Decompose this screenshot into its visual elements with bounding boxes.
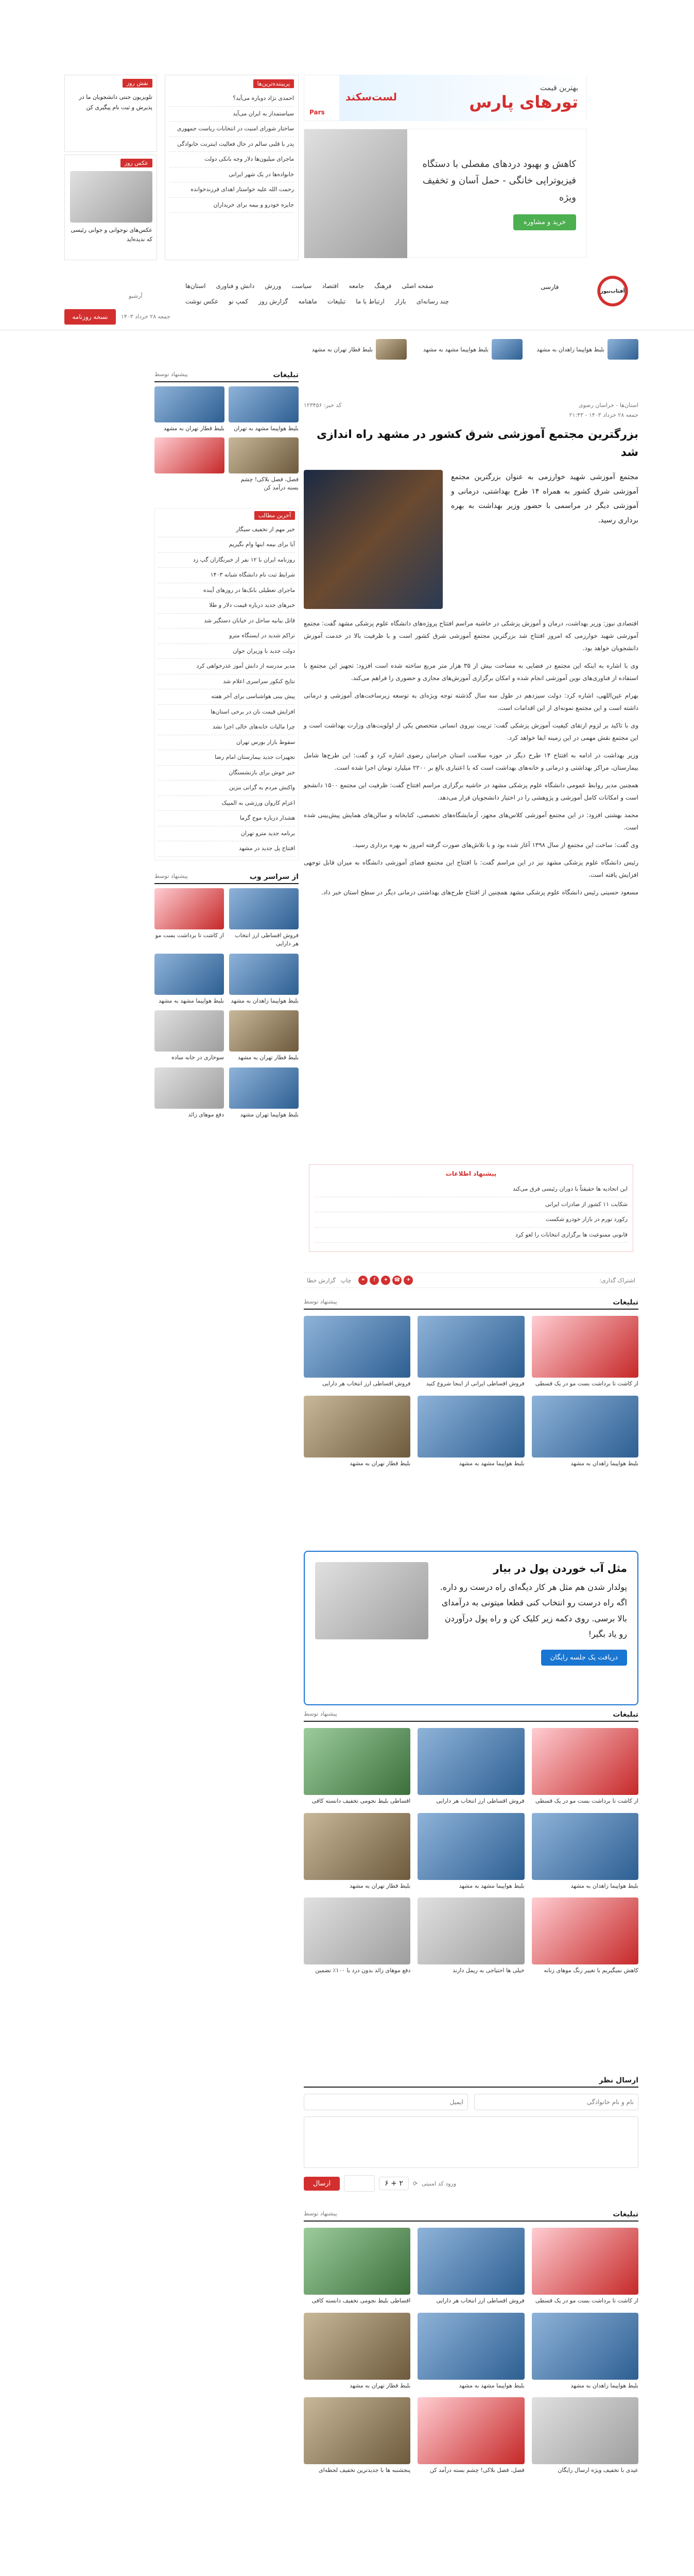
menu-item[interactable]: استان‌ها bbox=[185, 282, 206, 290]
menu-item[interactable]: گزارش روز bbox=[258, 298, 288, 305]
refresh-icon[interactable]: ⟳ bbox=[412, 2180, 418, 2187]
promo-title: مثل آب خوردن پول در بیار bbox=[493, 1562, 627, 1574]
list-item[interactable]: رحمت الله علیه خواستار اهدای فرزندخوانده bbox=[169, 182, 294, 198]
ad-card[interactable]: فروش اقساطی ارز انتخاب هر دارایی bbox=[304, 1316, 410, 1388]
sidebar-ad[interactable]: بلیط هواپیما تهران مشهد bbox=[229, 1067, 299, 1120]
promo-button[interactable]: دریافت یک جلسه رایگان bbox=[541, 1650, 627, 1666]
latest-item[interactable]: روزنامه ایران با ۱۲ نفر از خبرنگاران گپ زد bbox=[158, 553, 295, 568]
ad-image bbox=[532, 1396, 638, 1458]
latest-item[interactable]: شرایط ثبت نام دانشگاه شبانه ۱۴۰۳ bbox=[158, 568, 295, 583]
tour-sub: بهترین قیمت bbox=[540, 84, 578, 92]
comment-body[interactable] bbox=[304, 2116, 638, 2168]
latest-item[interactable]: ماجرای تعطیلی بانک‌ها در روزهای آینده bbox=[158, 583, 295, 599]
share-label: اشتراک گذاری: bbox=[599, 1277, 635, 1284]
latest-item[interactable]: اعزام کاروان ورزشی به المپیک bbox=[158, 796, 295, 811]
mid-ad-text: کاهش و بهبود دردهای مفصلی با دستگاه فیزیوتراپی خانگی - حمل آسان و تخفیف ویژه bbox=[422, 158, 576, 203]
ad-card[interactable]: بلیط هواپیما مشهد به مشهد bbox=[418, 2313, 524, 2391]
strip-item[interactable]: بلیط هواپیما مشهد به مشهد bbox=[420, 335, 523, 363]
twitter-icon[interactable]: ✦ bbox=[381, 1276, 390, 1285]
sidebar-ad[interactable]: بلیط قطار تهران به مشهد bbox=[229, 1010, 299, 1062]
article-para: وزیر بهداشت در ادامه به افتتاح ۱۴ طرح دیگر در حوزه سلامت استان خراسان رضوی اشاره کرد و گفت: این طرح‌ها شامل بیمارستان، مراکز بهداشتی و درمانی و خانه‌های بهداشت است که با اعتباری بالغ بر ۲۲۰۰ میلیارد تومان اجرا شده است. bbox=[304, 752, 638, 772]
article-para: وی گفت: ساخت این مجتمع از سال ۱۳۹۸ آغاز شده بود و با تلاش‌های صورت گرفته امروز به بهره برداری رسید. bbox=[353, 841, 638, 849]
news-code: کد خبر: ۱۲۳۴۵۶ bbox=[304, 402, 342, 409]
link-icon[interactable]: ⚭ bbox=[358, 1276, 368, 1285]
list-item[interactable]: ساختار شورای امنیت در انتخابات ریاست جمهوری bbox=[169, 122, 294, 137]
ad-card[interactable]: بلیط قطار تهران به مشهد bbox=[304, 2313, 410, 2391]
strip-thumb bbox=[608, 339, 638, 360]
ad-card[interactable]: اقساطی بلیط نجومی تخفیف دانسته کافی bbox=[304, 2228, 410, 2306]
latest-item[interactable]: پیش بینی هواشناسی برای آخر هفته bbox=[158, 689, 295, 705]
article-para: بهرام عین‌اللهی، اشاره کرد: دولت سیزدهم در طول سه سال گذشته توجه ویژه‌ای به توسعه زیرساخت‌های آموزشی و درمانی داشته است و این مجتمع نمونه‌ای از این اقدامات است. bbox=[304, 692, 638, 712]
article-para: وی با تاکید بر لزوم ارتقای کیفیت آموزش پزشکی گفت: تربیت نیروی انسانی متخصص یکی از اولویت‌های وزارت بهداشت است و این مجتمع نقش مهمی در این زمینه ایفا خواهد کرد. bbox=[304, 722, 638, 742]
side-news-text[interactable]: تلویزیون جنتی دانشجویان ما در پذیرش و ثبت نام ‌پیگیری کن bbox=[79, 94, 152, 111]
suggest-item[interactable]: قانونی ممنوعیت ها برگزاری انتخابات را لغو کرد bbox=[315, 1228, 628, 1243]
list-item[interactable]: ماجرای میلیون‌ها دلار وجه بانکی دولت bbox=[169, 152, 294, 167]
ad-card[interactable]: بلیط هواپیما مشهد به مشهد bbox=[418, 1813, 524, 1891]
strip-item[interactable]: بلیط هواپیما زاهدان به مشهد bbox=[535, 335, 638, 363]
promo-text: پولدار شدن هم مثل هر کار دیگه‌ای راه درست رو داره. اگه راه درست رو انتخاب کنی قطعا میتونی به درآمدای بالا برسی. روی دکمه زیر کلیک کن و راه پول درآوردن رو یاد بگیر! bbox=[440, 1582, 627, 1639]
latest-item[interactable]: مدیر مدرسه از دانش آموز عذرخواهی کرد bbox=[158, 659, 295, 674]
hot-box-title: پربیننده‌ترین‌ها bbox=[253, 79, 294, 88]
latest-item[interactable]: خبرهای جدید درباره قیمت دلار و طلا bbox=[158, 598, 295, 614]
mid-ad-image bbox=[304, 129, 407, 258]
ad-card[interactable]: از کاشت تا برداشت بست مو در یک قسطی bbox=[532, 2228, 638, 2306]
captcha-reload[interactable]: ورود کد امنیتی bbox=[422, 2180, 457, 2187]
latest-item[interactable]: آیا برای بیمه اینها وام بگیریم bbox=[158, 537, 295, 553]
list-item[interactable]: سیاستمدار به ایران می‌آید bbox=[169, 107, 294, 122]
mid-ad[interactable] bbox=[304, 129, 587, 258]
captcha-question: ۲ + ۶ bbox=[379, 2177, 409, 2190]
strip-thumb bbox=[376, 339, 407, 360]
menu-item[interactable]: ورزش bbox=[265, 282, 282, 290]
top-strip bbox=[304, 335, 638, 363]
latest-item[interactable]: سقوط بازار بورس تهران bbox=[158, 735, 295, 751]
sidebar-ad[interactable]: فروش اقساطی ارز انتخاب هر دارایی bbox=[229, 888, 299, 948]
archive-link[interactable]: آرشیو bbox=[129, 293, 143, 299]
sidebar-ad[interactable]: بلیط قطار تهران به مشهد bbox=[154, 386, 224, 433]
ad-card[interactable]: فروش اقساطی ارز انتخاب هر دارایی bbox=[418, 1728, 524, 1806]
main-menu bbox=[175, 282, 535, 290]
list-item[interactable]: خانواده‌ها در یک شهر ایرانی bbox=[169, 167, 294, 183]
ad-card[interactable]: بلیط قطار تهران به مشهد bbox=[304, 1813, 410, 1891]
photo-day-image[interactable] bbox=[70, 171, 152, 223]
ad-image bbox=[304, 1316, 410, 1378]
sidebar: تبلیغات پیشنهاد توسط بلیط هواپیما مشهد به تهران بلیط قطار تهران به مشهد فصل، فصل بلاکی! چشم بسته درآمد کن آخرین مطالب خبر مهم از تخفیف سیگار آیا برای بیمه اینها وام بگیریم روزنامه ایران با ۱۲ نفر از خبرنگاران گپ زد شرایط ثبت نام دانشگاه شبانه ۱۴۰۳ ماجرای تعطیلی بانک‌ها در روزهای آینده خبرهای جدید درباره قیمت دلار و طلا قاتل بیانیه ساحل در خیابان دستگیر شد تراکم شدید در ایستگاه مترو دولت جدید با وزیران جوان مدیر مدرسه از دانش آموز عذرخواهی کرد نتایج کنکور سراسری اعلام شد پیش بینی هواشناسی برای آخر هفته افزایش قیمت نان در برخی استان‌ها چرا مالیات خانه‌های خالی اجرا نشد سقوط بازار بورس تهران تجهیزات جدید بیمارستان امام رضا خبر خوش برای بازنشستگان واکنش مردم به گرانی بنزین اعزام کاروان ورزشی به المپیک هشدار درباره موج گرما برنامه جدید مترو تهران افتتاح پل جدید در مشهد از سراسر وب پیشنهاد توسط فروش اقساطی ارز انتخاب هر دارایی از کاشت تا برداشت بست مو بلیط هواپیما زاهدان به مشهد بلیط هواپیما مشهد به مشهد بلیط قطار تهران به مشهد سوخاری در خانه ساده بلیط هواپیما تهران مشهد دفع موهای زائد bbox=[154, 371, 299, 1119]
menu-item[interactable]: چند رسانه‌ای bbox=[416, 298, 449, 305]
telegram-icon[interactable]: ✈ bbox=[404, 1276, 413, 1285]
name-field[interactable] bbox=[474, 2094, 638, 2110]
comment-form bbox=[304, 2076, 638, 2192]
sidebar-ad[interactable]: دفع موهای زائد bbox=[154, 1067, 224, 1120]
menu-item[interactable]: صفحه اصلی bbox=[402, 282, 434, 290]
ads-section-3: تبلیغات پیشنهاد توسط از کاشت تا برداشت بست مو در یک قسطی فروش اقساطی ارز انتخاب هر دارایی اقساطی بلیط نجومی تخفیف دانسته کافی بلیط هواپیما زاهدان به مشهد بلیط هواپیما مشهد به مشهد بلیط قطار تهران به مشهد عیدی با تخفیف ویژه ارسال رایگان فصل، فصل بلاکی! چشم بسته درآمد کن پنجشنبه ها با جدیدترین تخفیف لحظه‌ای bbox=[304, 2210, 638, 2475]
suggest-item[interactable]: شکایت ۱۱ کشور از صادرات ایرانی bbox=[315, 1197, 628, 1213]
photo-day-box bbox=[64, 155, 157, 260]
latest-title: آخرین مطالب bbox=[254, 511, 295, 520]
sidebar-ad[interactable] bbox=[154, 437, 224, 493]
promo-box[interactable] bbox=[304, 1551, 638, 1705]
ad-card[interactable]: بلیط قطار تهران به مشهد bbox=[304, 1396, 410, 1468]
menu-item[interactable]: ارتباط با ما bbox=[356, 298, 385, 305]
menu-item[interactable]: فرهنگ bbox=[374, 282, 392, 290]
ad-card[interactable]: فروش اقساطی ایرانی از اینجا شروع کنید bbox=[418, 1316, 524, 1388]
latest-item[interactable]: برنامه جدید مترو تهران bbox=[158, 826, 295, 842]
ad-image bbox=[304, 1396, 410, 1458]
ad-card[interactable]: بلیط هواپیما زاهدان به مشهد bbox=[532, 1813, 638, 1891]
list-item[interactable]: پدر با قلبی سالم در حال فعالیت اینترنت خانوادگی bbox=[169, 137, 294, 152]
ad-card[interactable]: فصل، فصل بلاکی! چشم بسته درآمد کن bbox=[418, 2397, 524, 2475]
ad-image bbox=[532, 1316, 638, 1378]
sidebar-ad[interactable]: فصل، فصل بلاکی! چشم بسته درآمد کن bbox=[229, 437, 299, 493]
sidebar-ad[interactable]: بلیط هواپیما مشهد به مشهد bbox=[154, 954, 224, 1006]
top-tour-ad[interactable] bbox=[304, 75, 587, 121]
latest-item[interactable]: خبر خوش برای بازنشستگان bbox=[158, 766, 295, 781]
strip-thumb bbox=[492, 339, 523, 360]
article-para: مسعود حسینی رئیس دانشگاه علوم پزشکی مشهد همچنین از افتتاح طرح‌های بهداشتی درمانی دیگر در سطح استان خبر داد. bbox=[321, 889, 638, 896]
logo[interactable]: آفتاب‌نیوز bbox=[587, 276, 638, 307]
latest-item[interactable]: نتایج کنکور سراسری اعلام شد bbox=[158, 674, 295, 690]
ad-card[interactable]: عیدی با تخفیف ویژه ارسال رایگان bbox=[532, 2397, 638, 2475]
list-item[interactable]: جایزه خودرو و بیمه برای خریداران bbox=[169, 198, 294, 213]
hot-box bbox=[165, 75, 299, 260]
suggest-title: پیشنهاد اطلاعات bbox=[445, 1170, 497, 1177]
latest-item[interactable]: قاتل بیانیه ساحل در خیابان دستگیر شد bbox=[158, 614, 295, 629]
article-para: رئیس دانشگاه علوم پزشکی مشهد نیز در این مراسم گفت: با افتتاح این مجتمع فضای آموزشی دانشگاه به میزان قابل توجهی افزایش یافته است. bbox=[304, 859, 638, 879]
submit-button[interactable]: ارسال bbox=[304, 2177, 340, 2191]
ads-sub: پیشنهاد توسط bbox=[304, 1298, 337, 1305]
hot-list bbox=[169, 91, 294, 213]
ad-card[interactable]: بلیط هواپیما زاهدان به مشهد bbox=[532, 2313, 638, 2391]
article-para: وی با اشاره به اینکه این مجتمع در فضایی به مساحت بیش از ۳۵ هزار متر مربع ساخته شده است افزود: تجهیز این مجتمع با استفاده از فناوری‌های نوین آموزشی انجام شده و امکان برگزاری آموزش‌های مجازی و حضوری را فراهم می‌کند. bbox=[304, 662, 638, 682]
sidebar-ad[interactable]: سوخاری در خانه ساده bbox=[154, 1010, 224, 1062]
article-para: همچنین مدیر روابط عمومی دانشگاه علوم پزشکی مشهد در حاشیه برگزاری مراسم افتتاح گفت: ظرفیت این مجتمع ۱۵۰۰ دانشجو است و امکانات کامل آموزشی و پژوهشی را در اختیار دانشجویان قرار می‌دهد. bbox=[304, 782, 638, 802]
side-news-title: نقش روز bbox=[123, 79, 152, 88]
print-button[interactable]: چاپ bbox=[340, 1277, 352, 1284]
facebook-icon[interactable]: f bbox=[370, 1276, 379, 1285]
suggest-item[interactable]: این اتحادیه ها حقیقتاً با دوران رئیسی فرق می‌کند bbox=[315, 1182, 628, 1197]
article-image bbox=[304, 470, 443, 609]
article-para: محمد بهشتی افزود: در این مجتمع آموزشی کلاس‌های مجهز، آزمایشگاه‌های تخصصی، کتابخانه و سالن‌های همایش پیش‌بینی شده است. bbox=[304, 811, 638, 832]
share-bar bbox=[304, 1273, 638, 1288]
article-lead: مجتمع آموزشی شهید خوارزمی به عنوان بزرگترین مجتمع آموزشی شرق کشور به همراه ۱۴ طرح بهداشتی، درمانی و آموزشی دیگر در مراسمی با حضور وزیر بهداشت به بهره برداری رسید. bbox=[451, 473, 638, 525]
menu-item[interactable]: بازار bbox=[394, 298, 406, 305]
menu-item[interactable]: کمپ نو bbox=[229, 298, 249, 305]
whatsapp-icon[interactable]: ☎ bbox=[392, 1276, 402, 1285]
report-button[interactable]: گزارش خطا bbox=[307, 1277, 336, 1284]
subscribe-button[interactable]: نسخه روزنامه bbox=[64, 309, 116, 325]
email-field[interactable] bbox=[304, 2094, 468, 2110]
menu-item[interactable]: جامعه bbox=[349, 282, 365, 290]
ad-image bbox=[418, 1316, 524, 1378]
sidebar-ad[interactable]: از کاشت تا برداشت بست مو bbox=[154, 888, 224, 948]
side-news-box bbox=[64, 75, 157, 152]
lang-switch[interactable]: فارسی bbox=[541, 283, 559, 291]
latest-item[interactable]: خبر مهم از تخفیف سیگار bbox=[158, 522, 295, 538]
sidebar-ad[interactable]: بلیط هواپیما مشهد به تهران bbox=[229, 386, 299, 433]
menu-item[interactable]: دانش و فناوری bbox=[216, 282, 255, 290]
comment-title: ارسال نظر bbox=[599, 2076, 638, 2084]
ad-image bbox=[418, 1396, 524, 1458]
menu-item[interactable]: عکس نوشت bbox=[185, 298, 219, 305]
suggest-box bbox=[309, 1164, 633, 1252]
ad-card[interactable]: از کاشت تا برداشت بست مو در یک قسطی bbox=[532, 1728, 638, 1806]
menu-item[interactable]: ماهنامه bbox=[298, 298, 317, 305]
ad-card[interactable]: بلیط هواپیما زاهدان به مشهد bbox=[532, 1396, 638, 1468]
latest-item[interactable]: هشدار درباره موج گرما bbox=[158, 811, 295, 826]
tour-title: تورهای پارس bbox=[469, 92, 578, 112]
ads-title: تبلیغات bbox=[613, 1298, 638, 1307]
ad-card[interactable]: فروش اقساطی ارز انتخاب هر دارایی bbox=[418, 2228, 524, 2306]
ad-card[interactable]: اقساطی بلیط نجومی تخفیف دانسته کافی bbox=[304, 1728, 410, 1806]
strip-item[interactable]: بلیط قطار تهران به مشهد bbox=[304, 335, 407, 363]
article-date: جمعه ۲۸ خرداد ۱۴۰۳ - ۲۱:۴۳ bbox=[569, 412, 638, 418]
menu-item[interactable]: سیاست bbox=[291, 282, 312, 290]
latest-item[interactable]: تجهیزات جدید بیمارستان امام رضا bbox=[158, 750, 295, 766]
tour-cta: لست‌سکند bbox=[345, 91, 397, 103]
article-para: اقتصادی نیوز: وزیر بهداشت، درمان و آموزش پزشکی در حاشیه مراسم افتتاح پروژه‌های دانشگاه علوم پزشکی مشهد گفت: مجتمع آموزشی شهید خوارزمی که امروز افتتاح شد بزرگترین مجتمع آموزشی شرق کشور است و با ظرفیت بالا در خدمت آموزش دانشجویان خواهد بود. bbox=[304, 620, 638, 652]
menu-item[interactable]: تبلیغات bbox=[327, 298, 346, 305]
latest-item[interactable]: افتتاح پل جدید در مشهد bbox=[158, 841, 295, 857]
mid-ad-button[interactable]: خرید و مشاوره bbox=[513, 214, 576, 230]
sidebar-ad[interactable]: بلیط هواپیما زاهدان به مشهد bbox=[229, 954, 299, 1006]
article bbox=[304, 402, 638, 904]
ad-card[interactable]: بلیط هواپیما مشهد به مشهد bbox=[418, 1396, 524, 1468]
latest-item[interactable]: تراکم شدید در ایستگاه مترو bbox=[158, 629, 295, 644]
ad-card[interactable]: پنجشنبه ها با جدیدترین تخفیف لحظه‌ای bbox=[304, 2397, 410, 2475]
ad-card[interactable]: خیلی ها احتیاجی به ریمل دارند bbox=[418, 1897, 524, 1975]
latest-item[interactable]: چرا مالیات خانه‌های خالی اجرا نشد bbox=[158, 720, 295, 735]
photo-day-text[interactable]: عکس‌های نوجوانی و جوانی رئیسی که ندیده‌اید bbox=[71, 227, 152, 243]
suggest-item[interactable]: رکورد تورم در بازار خودرو شکست bbox=[315, 1212, 628, 1228]
menu-item[interactable]: اقتصاد bbox=[322, 282, 339, 290]
ads-section-1 bbox=[304, 1298, 638, 1468]
ad-card[interactable]: دفع موهای زائد بدون درد با ۱۰۰٪ تضمین bbox=[304, 1897, 410, 1975]
ad-card[interactable]: از کاشت تا برداشت بست مو در یک قسطی bbox=[532, 1316, 638, 1388]
ad-card[interactable]: کاهش نمیگیریم با تغییر رنگ موهای زنانه bbox=[532, 1897, 638, 1975]
promo-image bbox=[315, 1562, 428, 1639]
tour-logo: Pars bbox=[309, 109, 325, 116]
header-date: جمعه ۲۸ خرداد ۱۴۰۳ bbox=[121, 313, 171, 320]
photo-day-title: عکس روز bbox=[120, 159, 152, 167]
latest-item[interactable]: افزایش قیمت نان در برخی استان‌ها bbox=[158, 705, 295, 720]
article-title: بزرگترین مجتمع آموزشی شرق کشور در مشهد راه اندازی شد bbox=[316, 428, 638, 460]
ads-section-2: تبلیغات پیشنهاد توسط از کاشت تا برداشت بست مو در یک قسطی فروش اقساطی ارز انتخاب هر دارایی اقساطی بلیط نجومی تخفیف دانسته کافی بلیط هواپیما زاهدان به مشهد بلیط هواپیما مشهد به مشهد بلیط قطار تهران به مشهد کاهش نمیگیریم با تغییر رنگ موهای زنانه خیلی ها احتیاجی به ریمل دارند دفع موهای زائد بدون درد با ۱۰۰٪ تضمین bbox=[304, 1710, 638, 1975]
captcha-input[interactable] bbox=[344, 2175, 375, 2192]
list-item[interactable]: احمدی نژاد دوباره می‌آید؟ bbox=[169, 91, 294, 107]
breadcrumb[interactable]: استان‌ها - خراسان رضوی bbox=[578, 402, 638, 409]
latest-item[interactable]: واکنش مردم به گرانی بنزین bbox=[158, 781, 295, 796]
web-ads-title: از سراسر وب bbox=[249, 872, 299, 881]
latest-item[interactable]: دولت جدید با وزیران جوان bbox=[158, 644, 295, 659]
sub-menu bbox=[175, 298, 535, 305]
latest-box bbox=[154, 508, 299, 860]
